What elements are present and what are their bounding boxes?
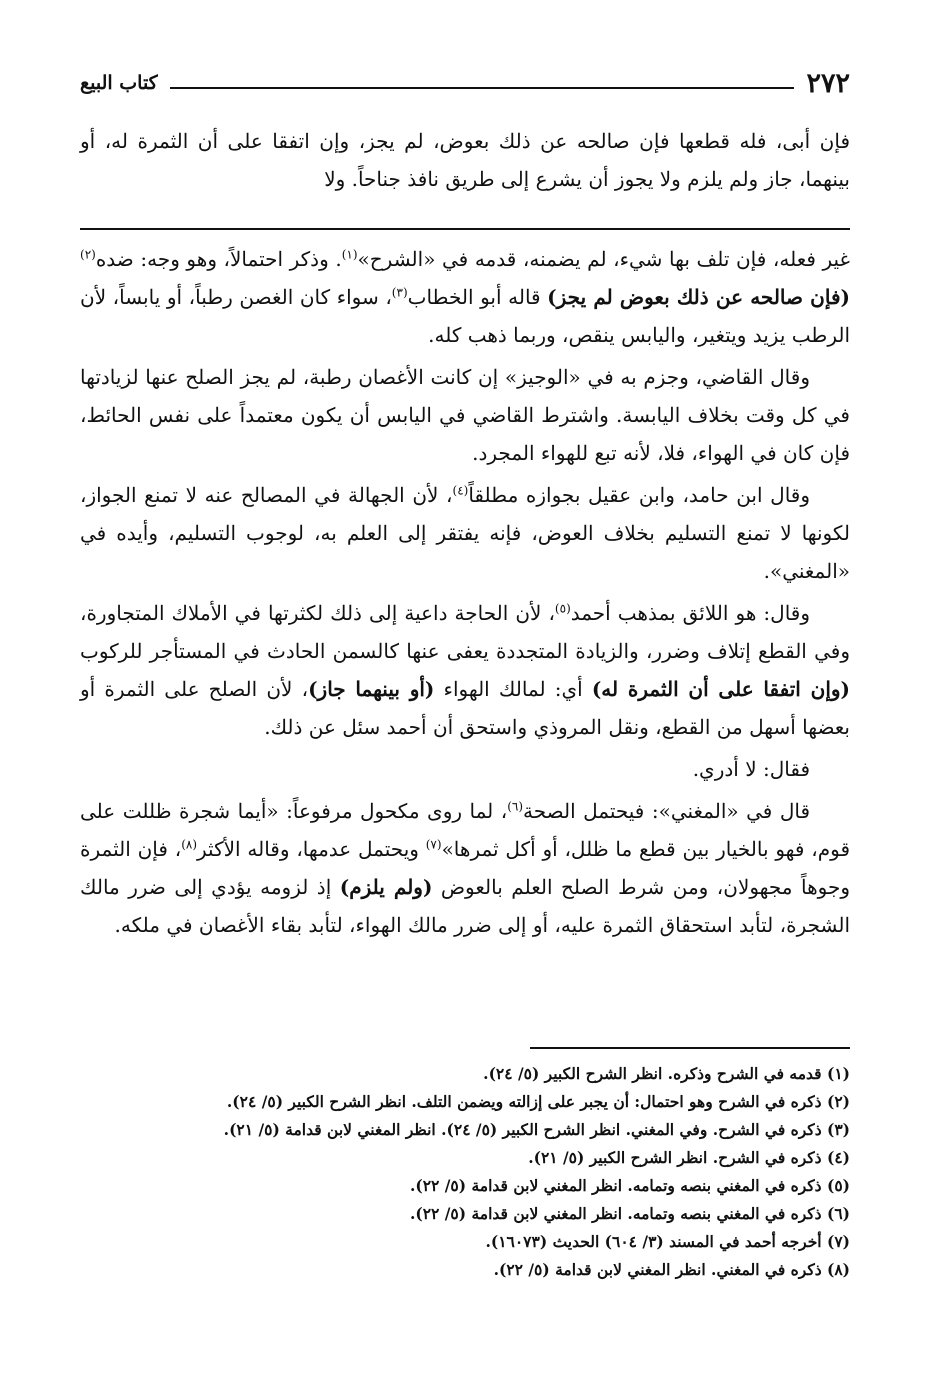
commentary-paragraph: فقال: لا أدري. xyxy=(692,757,810,781)
quoted-matn: (ولم يلزم) xyxy=(339,875,433,899)
text-run: وقال: هو اللائق بمذهب أحمد xyxy=(570,601,811,625)
footnote: (٨) ذكره في المغني. انظر المغني لابن قدامة (٥/ ٢٢). xyxy=(493,1260,850,1279)
header-rule xyxy=(170,87,795,89)
page-header xyxy=(80,66,850,100)
matn-text: فإن أبى، فله قطعها فإن صالحه عن ذلك بعوض، لم يجز، وإن اتفقا على أن الثمرة له، أو بينهما، جاز ولم يلزم ولا يجوز أن يشرع إلى طريق نافذ جناحاً. ولا xyxy=(80,129,850,191)
quoted-matn: (أو بينهما جاز) xyxy=(308,677,435,701)
text-run: قاله أبو الخطاب xyxy=(407,285,548,309)
footnote-ref: (٥) xyxy=(554,601,571,616)
footnote-ref: (٧) xyxy=(425,837,442,852)
text-run: قال في «المغني»: فيحتمل الصحة xyxy=(523,799,811,823)
footnote: (٤) ذكره في الشرح. انظر الشرح الكبير (٥/ ٢١). xyxy=(528,1148,850,1167)
commentary-paragraph xyxy=(80,594,850,746)
footnote: (٦) ذكره في المغني بنصه وتمامه. انظر المغني لابن قدامة (٥/ ٢٢). xyxy=(409,1204,850,1223)
footnote: (٣) ذكره في الشرح. وفي المغني. انظر الشرح الكبير (٥/ ٢٤). انظر المغني لابن قدامة (٥/ ٢١). xyxy=(223,1120,850,1139)
page-number: ٢٧٢ xyxy=(806,67,850,99)
matn-divider xyxy=(80,228,850,230)
text-run: . وذكر احتمالاً، وهو وجه: ضده xyxy=(95,247,342,271)
footnote: (٧) أخرجه أحمد في المسند (٣/ ٦٠٤) الحديث (١٦٠٧٣). xyxy=(485,1232,850,1251)
text-run: إذ لزومه يؤدي إلى ضرر مالك الشجرة، لتأبد استحقاق الثمرة عليه، أو إلى ضرر مالك الهواء، لتأبد بقاء الأغصان في ملكه. xyxy=(80,875,850,937)
footnote-ref: (١) xyxy=(341,247,358,262)
text-run: ، لأن الصلح على الثمرة أو بعضها أسهل من القطع، ونقل المروذي واستحق أن أحمد سئل عن ذلك. xyxy=(80,677,850,739)
text-run: ، لأن الجهالة في المصالح عنه لا تمنع الجواز، لكونها لا تمنع التسليم بخلاف العوض، فإنه يفتقر إلى العلم به، لوجوب التسليم، وأيده في «المغني». xyxy=(80,483,850,583)
footnotes xyxy=(80,1060,850,1284)
text-run: غير فعله، فإن تلف بها شيء، لم يضمنه، قدمه في «الشرح» xyxy=(357,247,851,271)
commentary-paragraph xyxy=(80,792,850,944)
commentary xyxy=(80,240,850,948)
footnote-ref: (٣) xyxy=(391,285,408,300)
text-run: ، فإن الثمرة وجوهاً مجهولان، ومن شرط الصلح العلم بالعوض xyxy=(80,837,850,899)
quoted-matn: (فإن صالحه عن ذلك بعوض لم يجز) xyxy=(547,285,850,309)
footnote: (٢) ذكره في الشرح وهو احتمال: أن يجبر على إزالته ويضمن التلف. انظر الشرح الكبير (٥/ ٢٤). xyxy=(226,1092,850,1111)
text-run: ، لما روى مكحول مرفوعاً: «أيما شجرة ظللت على قوم، فهو بالخيار بين قطع ما ظلل، أو أكل ثمرها» xyxy=(80,799,851,861)
text-run: ويحتمل عدمها، وقاله الأكثر xyxy=(197,837,426,861)
footnote-ref: (٦) xyxy=(507,799,524,814)
text-run: أي: لمالك الهواء xyxy=(434,677,592,701)
footnote-ref: (٤) xyxy=(452,483,469,498)
commentary-paragraph xyxy=(80,240,850,354)
footnote: (١) قدمه في الشرح وذكره. انظر الشرح الكبير (٥/ ٢٤). xyxy=(483,1064,850,1083)
footnote: (٥) ذكره في المغني بنصه وتمامه. انظر المغني لابن قدامة (٥/ ٢٢). xyxy=(409,1176,850,1195)
text-run: ، سواء كان الغصن رطباً، أو يابساً، لأن الرطب يزيد ويتغير، واليابس ينقص، وربما ذهب كله. xyxy=(80,285,850,347)
text-run: ، لأن الحاجة داعية إلى ذلك لكثرتها في الأملاك المتجاورة، وفي القطع إتلاف وضرر، والزيادة المتجددة يعفى عنها كالسمن الحادث في المستأجر للركوب xyxy=(80,601,850,663)
running-title: كتاب البيع xyxy=(80,72,158,94)
commentary-paragraph xyxy=(80,476,850,590)
footnote-divider xyxy=(530,1047,850,1049)
footnote-ref: (٨) xyxy=(181,837,198,852)
footnote-ref: (٢) xyxy=(80,247,96,262)
commentary-paragraph: وقال القاضي، وجزم به في «الوجيز» إن كانت الأغصان رطبة، لم يجز الصلح عنها لزيادتها في كل وقت بخلاف اليابسة. واشترط القاضي في اليابس أن يكون معتمداً على نفس الحائط، فإن كان في الهواء، فلا، لأنه تبع للهواء المجرد. xyxy=(80,365,850,465)
quoted-matn: (وإن اتفقا على أن الثمرة له) xyxy=(591,677,850,701)
text-run: وقال ابن حامد، وابن عقيل بجوازه مطلقاً xyxy=(468,483,811,507)
